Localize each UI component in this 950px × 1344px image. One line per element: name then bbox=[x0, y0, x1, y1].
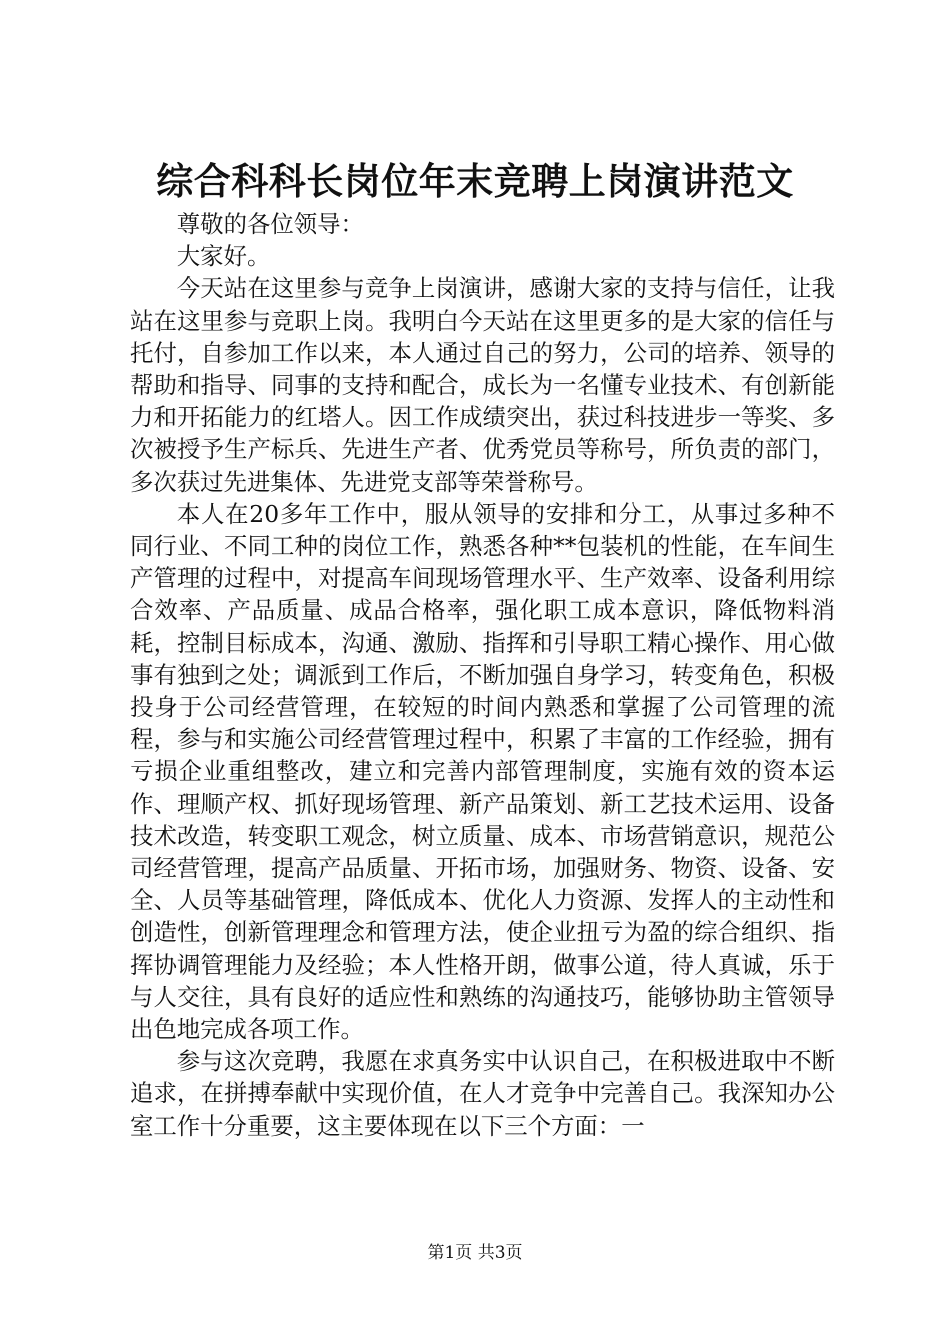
greeting: 大家好。 bbox=[176, 242, 271, 271]
salutation: 尊敬的各位领导： bbox=[176, 210, 364, 238]
document-body bbox=[130, 208, 835, 1142]
paragraph-3: 参与这次竞聘，我愿在求真务实中认识自己，在积极进取中不断追求，在拼搏奉献中实现价值，在人才竞争中完善自己。我深知办公室工作十分重要，这主要体现在以下三个方面：一 bbox=[130, 1047, 835, 1140]
document-title: 综合科科长岗位年末竞聘上岗演讲范文 bbox=[156, 159, 794, 203]
page-number: 第1页 共3页 bbox=[427, 1243, 523, 1263]
paragraph-1: 今天站在这里参与竞争上岗演讲，感谢大家的支持与信任，让我站在这里参与竞职上岗。我明白今天站在这里更多的是大家的信任与托付，自参加工作以来，本人通过自己的努力，公司的培养、领导的帮助和指导、同事的支持和配合，成长为一名懂专业技术、有创新能力和开拓能力的红塔人。因工作成绩突出，获过科技进步一等奖、多次被授予生产标兵、先进生产者、优秀党员等称号，所负责的部门，多次获过先进集体、先进党支部等荣誉称号。 bbox=[130, 274, 835, 496]
paragraph-2: 本人在20多年工作中，服从领导的安排和分工，从事过多种不同行业、不同工种的岗位工作，熟悉各种**包装机的性能，在车间生产管理的过程中，对提高车间现场管理水平、生产效率、设备利用综合效率、产品质量、成品合格率，强化职工成本意识，降低物料消耗，控制目标成本，沟通、激励、指挥和引导职工精心操作、用心做事有独到之处；调派到工作后，不断加强自身学习，转变角色，积极投身于公司经营管理，在较短的时间内熟悉和掌握了公司管理的流程，参与和实施公司经营管理过程中，积累了丰富的工作经验，拥有亏损企业重组整改，建立和完善内部管理制度，实施有效的资本运作、理顺产权、抓好现场管理、新产品策划、新工艺技术运用、设备技术改造，转变职工观念，树立质量、成本、市场营销意识，规范公司经营管理，提高产品质量、开拓市场，加强财务、物资、设备、安全、人员等基础管理，降低成本、优化人力资源、发挥人的主动性和创造性，创新管理理念和管理方法，使企业扭亏为盈的综合组织、指挥协调管理能力及经验；本人性格开朗，做事公道，待人真诚，乐于与人交往，具有良好的适应性和熟练的沟通技巧，能够协助主管领导出色地完成各项工作。 bbox=[130, 499, 835, 1044]
